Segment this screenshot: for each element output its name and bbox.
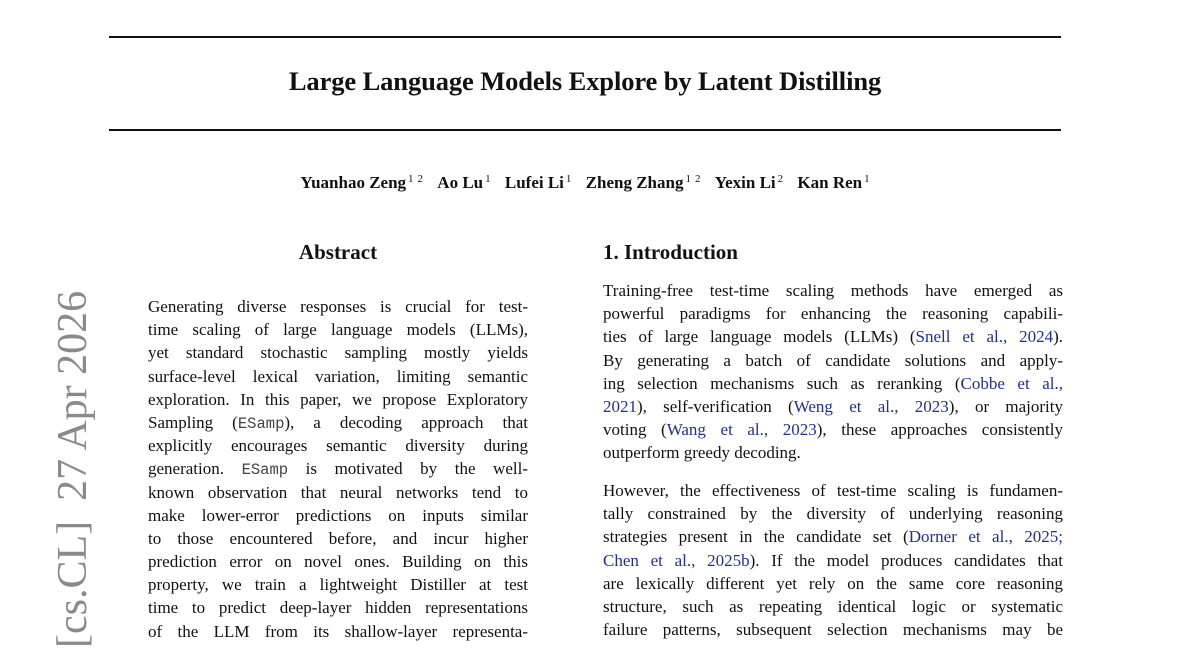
author: [797, 173, 869, 192]
text-line: of the LLM from its shallow-layer representa-: [148, 621, 528, 641]
text-line: to those encountered before, and incur higher: [148, 528, 528, 548]
text-line: tally constrained by the diversity of underlying reasoning: [603, 504, 1063, 524]
affiliation-marks: 2: [777, 173, 784, 185]
text-line: outperform greedy decoding.: [603, 443, 801, 463]
affiliation-marks: 1 2: [685, 173, 701, 185]
text-line: powerful paradigms for enhancing the reasoning capabili-: [603, 304, 1063, 324]
text-line: strategies present in the candidate set (Dorner et al., 2025;: [603, 527, 1063, 547]
author: [505, 173, 572, 192]
text-line: By generating a batch of candidate solutions and apply-: [603, 350, 1063, 370]
affiliation-marks: 1: [864, 173, 870, 185]
text-line: explicitly encourages semantic diversity during: [148, 436, 528, 456]
title-rule-top: [109, 36, 1061, 38]
text-line: Sampling (ESamp), a decoding approach that: [148, 412, 528, 433]
affiliation-marks: 1: [485, 173, 491, 185]
text-line: Training-free test-time scaling methods have emerged as: [603, 281, 1063, 300]
text-line: make lower-error predictions on inputs similar: [148, 505, 528, 525]
text-line: structure, such as repeating identical logic or systematic: [603, 596, 1063, 616]
author-name: Lufei Li: [504, 173, 564, 192]
text-line: yet standard stochastic sampling mostly yields: [148, 343, 528, 363]
text-line: 2021), self-verification (Weng et al., 2023), or majority: [603, 396, 1063, 416]
text-line: However, the effectiveness of test-time scaling is fundamen-: [603, 481, 1063, 500]
text-line: time to predict deep-layer hidden representations: [148, 598, 528, 618]
introduction-paragraph-2: [603, 479, 1063, 641]
text-line: Generating diverse responses is crucial for test-: [148, 297, 528, 316]
author-name: Yuanhao Zeng: [300, 173, 407, 192]
author-name: Ao Lu: [437, 173, 484, 192]
author-list: [0, 173, 1170, 193]
arxiv-category: [cs.CL]: [50, 520, 96, 648]
text-line: Chen et al., 2025b). If the model produces candidates that: [603, 550, 1063, 570]
author: [437, 173, 490, 192]
author: [300, 173, 423, 192]
title-rule-bottom: [109, 129, 1061, 131]
affiliation-marks: 1 2: [408, 173, 424, 185]
text-line: generation. ESamp is motivated by the well-: [148, 459, 528, 480]
text-line: prediction error on novel ones. Building on this: [148, 552, 528, 572]
author-name: Kan Ren: [797, 173, 863, 192]
text-line: ing selection mechanisms such as reranking (Cobbe et al.,: [603, 373, 1064, 393]
abstract-heading: Abstract: [298, 240, 378, 264]
author-name: Yexin Li: [714, 173, 776, 192]
text-line: surface-level lexical variation, limiting semantic: [148, 366, 528, 386]
text-line: time scaling of large language models (LLMs),: [148, 320, 528, 340]
text-line: exploration. In this paper, we propose Exploratory: [148, 389, 528, 409]
text-line: voting (Wang et al., 2023), these approaches consistently: [603, 420, 1064, 440]
affiliation-marks: 1: [565, 173, 572, 185]
introduction-paragraph-1: [603, 279, 1063, 465]
text-line: failure patterns, subsequent selection mechanisms may be: [603, 620, 1063, 640]
text-line: ties of large language models (LLMs) (Snell et al., 2024).: [603, 327, 1064, 347]
abstract-body: [148, 295, 528, 643]
arxiv-stamp: [52, 291, 94, 648]
author: [586, 173, 701, 192]
author-name: Zheng Zhang: [585, 173, 684, 192]
text-line: property, we train a lightweight Distiller at test: [148, 575, 528, 595]
text-line: are lexically different yet rely on the same core reasoning: [603, 573, 1063, 593]
introduction-heading: 1. Introduction: [603, 240, 738, 264]
text-line: known observation that neural networks tend to: [148, 482, 528, 502]
arxiv-date: 27 Apr 2026: [50, 290, 96, 501]
author: [715, 173, 783, 192]
paper-title: Large Language Models Explore by Latent Distilling: [288, 66, 882, 96]
